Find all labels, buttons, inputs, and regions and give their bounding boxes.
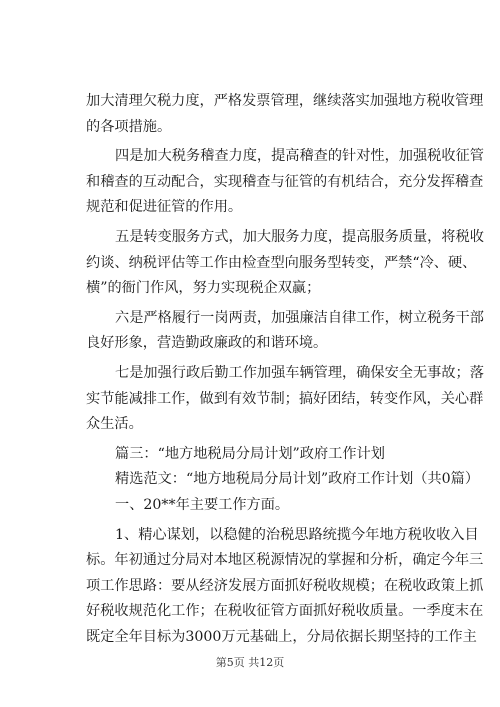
text-line: 和稽查的互动配合，实现稽查与征管的有机结合，充分发挥稽查 — [86, 173, 484, 190]
text-line: 五是转变服务方式，加大服务力度，提高服务质量，将税收 — [115, 228, 484, 245]
text-line: 规范和促进征管的作用。 — [86, 199, 243, 216]
text-line: 精选范文：“地方地税局分局计划”政府工作计划（共0篇） — [115, 471, 480, 488]
text-line: 加大清理欠税力度，严格发票管理，继续落实加强地方税收管理 — [86, 93, 484, 109]
text-line: 良好形象，营造勤政廉政的和谐环境。 — [86, 335, 328, 352]
text-line: 六是严格履行一岗两责，加强廉洁自律工作，树立税务干部 — [115, 309, 484, 326]
text-line: 一、20**年主要工作方面。 — [115, 496, 290, 513]
text-line: 横”的衙门作风，努力实现税企双赢； — [86, 280, 321, 297]
document-body — [86, 89, 484, 650]
text-line: 约谈、纳税评估等工作由检查型向服务型转变，严禁“冷、硬、 — [86, 254, 477, 271]
text-line: 1、精心谋划，以稳健的治税思路统揽今年地方税收收入目 — [115, 526, 479, 543]
text-line: 七是加强行政后勤工作加强车辆管理，确保安全无事故；落 — [115, 364, 484, 381]
text-line: 众生活。 — [86, 416, 143, 433]
page-number: 第5页 共12页 — [215, 656, 285, 669]
text-line: 好税收规范化工作；在税收征管方面抓好税收质量。一季度末在 — [86, 603, 484, 620]
text-line: 项工作思路：要从经济发展方面抓好税收规模；在税收政策上抓 — [86, 577, 484, 594]
text-line: 实节能减排工作，做到有效节制；搞好团结，转变作风，关心群 — [86, 390, 484, 407]
text-line: 既定全年目标为3000万元基础上，分局依据长期坚持的工作主 — [86, 628, 477, 645]
section-heading: 篇三：“地方地税局分局计划”政府工作计划 — [115, 445, 385, 462]
text-line: 四是加大税务稽查力度，提高稽查的针对性，加强税收征管 — [115, 148, 484, 165]
text-line: 的各项措施。 — [86, 118, 172, 135]
text-line: 标。年初通过分局对本地区税源情况的掌握和分析，确定今年三 — [86, 552, 484, 569]
page-footer — [0, 654, 500, 670]
